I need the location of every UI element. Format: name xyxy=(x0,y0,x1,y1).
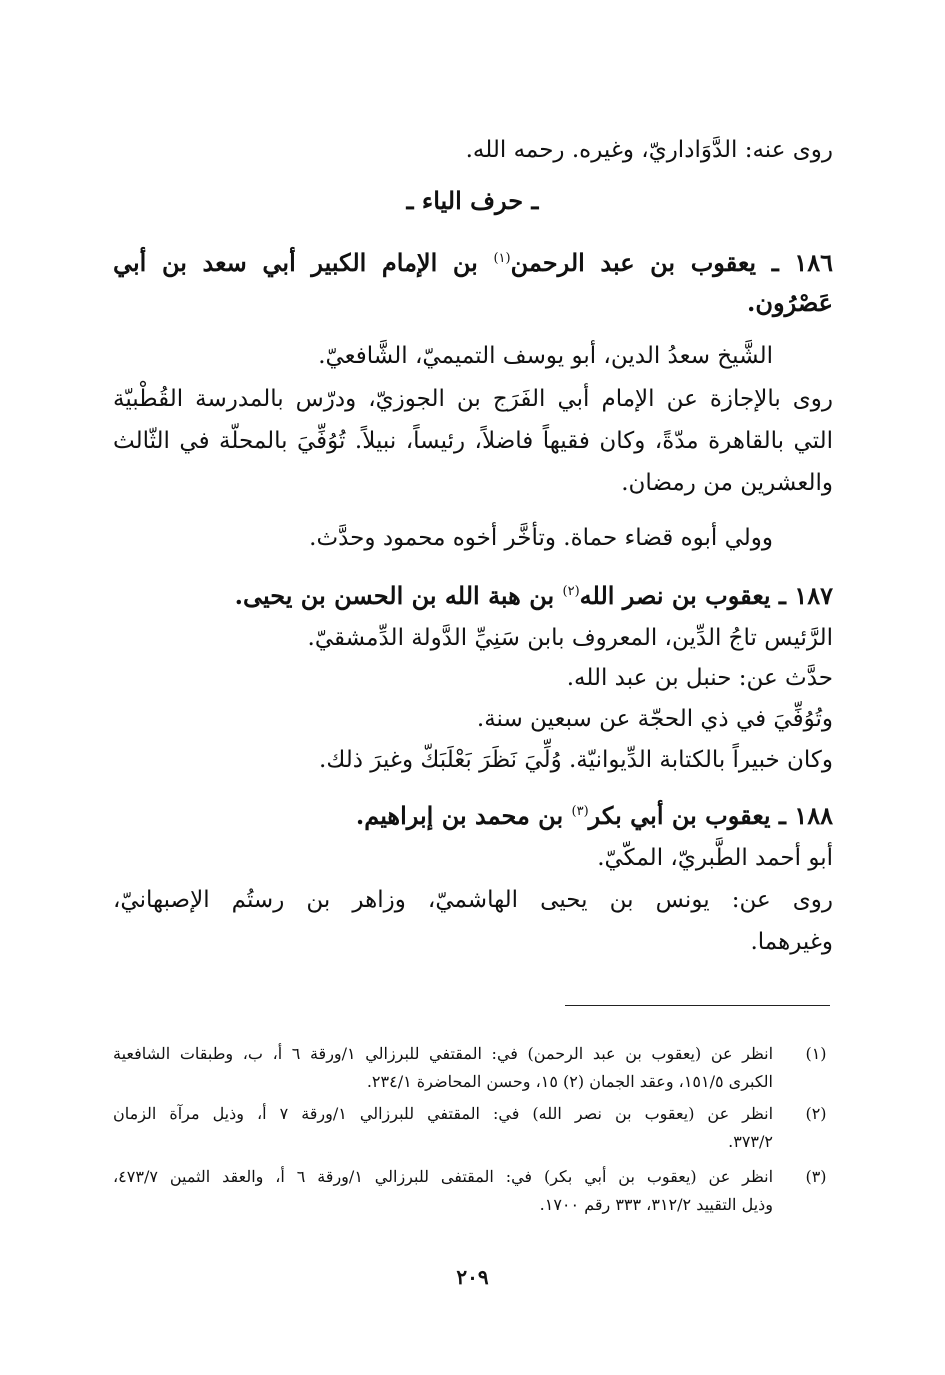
footnote-3-line1: انظر عن (يعقوب بن أبي بكر) في: المقتفى للبرزالي ١/ورقة ٦ أ، والعقد الثمين ٤٧٣/٧، xyxy=(113,1167,774,1186)
entry-188-name-rest: بن محمد بن إبراهيم. xyxy=(355,801,564,830)
entry-187-p4: وكان خبيراً بالكتابة الدِّيوانيّة. وُلِّيَ نَظَرَ بَعْلَبَكّ وغيرَ ذلك. xyxy=(319,747,833,773)
entry-186-title-cont: عَصْرُون. xyxy=(747,288,833,317)
footnote-3-number: (٣) xyxy=(805,1167,827,1186)
entry-186-p2-l2: التي بالقاهرة مدّةً، وكان فقيهاً فاضلاً، رئيساً، نبيلاً. تُوُفِّيَ بالمحلّة في الثّالث xyxy=(113,428,833,454)
entry-188-p2-l2: وغيرهما. xyxy=(750,929,833,955)
footnote-2-line2: ٣٧٣/٢. xyxy=(728,1132,773,1151)
footnote-1-line1: انظر عن (يعقوب بن عبد الرحمن) في: المقتفي للبرزالي ١/ورقة ٦ أ، ب، وطبقات الشافعية xyxy=(113,1044,774,1063)
section-heading: ـ حرف الياء ـ xyxy=(406,186,539,215)
entry-188-title xyxy=(113,800,833,832)
entry-186-p2-l1: روى بالإجازة عن الإمام أبي الفَرَج بن الجوزيّ، ودرّس بالمدرسة القُطْبيّة xyxy=(113,386,833,412)
footnote-1-line2: الكبرى ١٥١/٥، وعقد الجمان (٢) ١٥، وحسن المحاضرة ٢٣٤/١. xyxy=(366,1072,773,1091)
entry-186-name-rest: بن الإمام الكبير أبي سعد بن أبي xyxy=(113,248,478,277)
entry-187-p3: وتُوُفِّيَ في ذي الحجّة عن سبعين سنة. xyxy=(476,706,833,732)
entry-188-p2-l1: روى عن: يونس بن يحيى الهاشميّ، وزاهر بن رستُم الإصبهانيّ، xyxy=(113,887,833,913)
footnote-3-line2: وذيل التقييد ٣١٢/٢، ٣٣٣ رقم ١٧٠٠. xyxy=(539,1195,773,1214)
footnote-ref-1: (١) xyxy=(493,251,511,266)
page-number: ٢٠٩ xyxy=(456,1265,489,1289)
footnote-divider xyxy=(565,1005,830,1006)
footnote-ref-3: (٣) xyxy=(571,804,589,819)
entry-187-name: ١٨٧ ـ يعقوب بن نصر الله xyxy=(579,581,833,610)
footnote-2-number: (٢) xyxy=(805,1104,827,1123)
entry-187-title xyxy=(113,580,833,612)
footnote-1-number: (١) xyxy=(805,1044,827,1063)
footnote-ref-2: (٢) xyxy=(562,584,580,599)
entry-186-p3: وولي أبوه قضاء حماة. وتأخَّر أخوه محمود وحدَّث. xyxy=(309,525,773,551)
entry-187-p2: حدَّث عن: حنبل بن عبد الله. xyxy=(566,665,833,691)
entry-188-p1: أبو أحمد الطَّبريّ، المكّيّ. xyxy=(597,845,833,871)
entry-186-p1: الشَّيخ سعدُ الدين، أبو يوسف التميميّ، الشَّافعيّ. xyxy=(318,343,773,369)
entry-188-name: ١٨٨ ـ يعقوب بن أبي بكر xyxy=(588,801,833,830)
entry-186-title xyxy=(113,247,833,279)
entry-186-name: ١٨٦ ـ يعقوب بن عبد الرحمن xyxy=(510,248,834,277)
footnote-2-line1: انظر عن (يعقوب بن نصر الله) في: المقتفي للبرزالي ١/ورقة ٧ أ، وذيل مرآة الزمان xyxy=(113,1104,774,1123)
entry-186-p2-l3: والعشرين من رمضان. xyxy=(621,470,833,496)
entry-187-p1: الرَّئيس تاجُ الدِّين، المعروف بابن سَنِيِّ الدَّولة الدِّمشقيّ. xyxy=(307,625,833,651)
intro-line: روى عنه: الدَّوَاداريّ، وغيره. رحمه الله. xyxy=(465,137,833,163)
entry-187-name-rest: بن هبة الله بن الحسن بن يحيى. xyxy=(234,581,555,610)
